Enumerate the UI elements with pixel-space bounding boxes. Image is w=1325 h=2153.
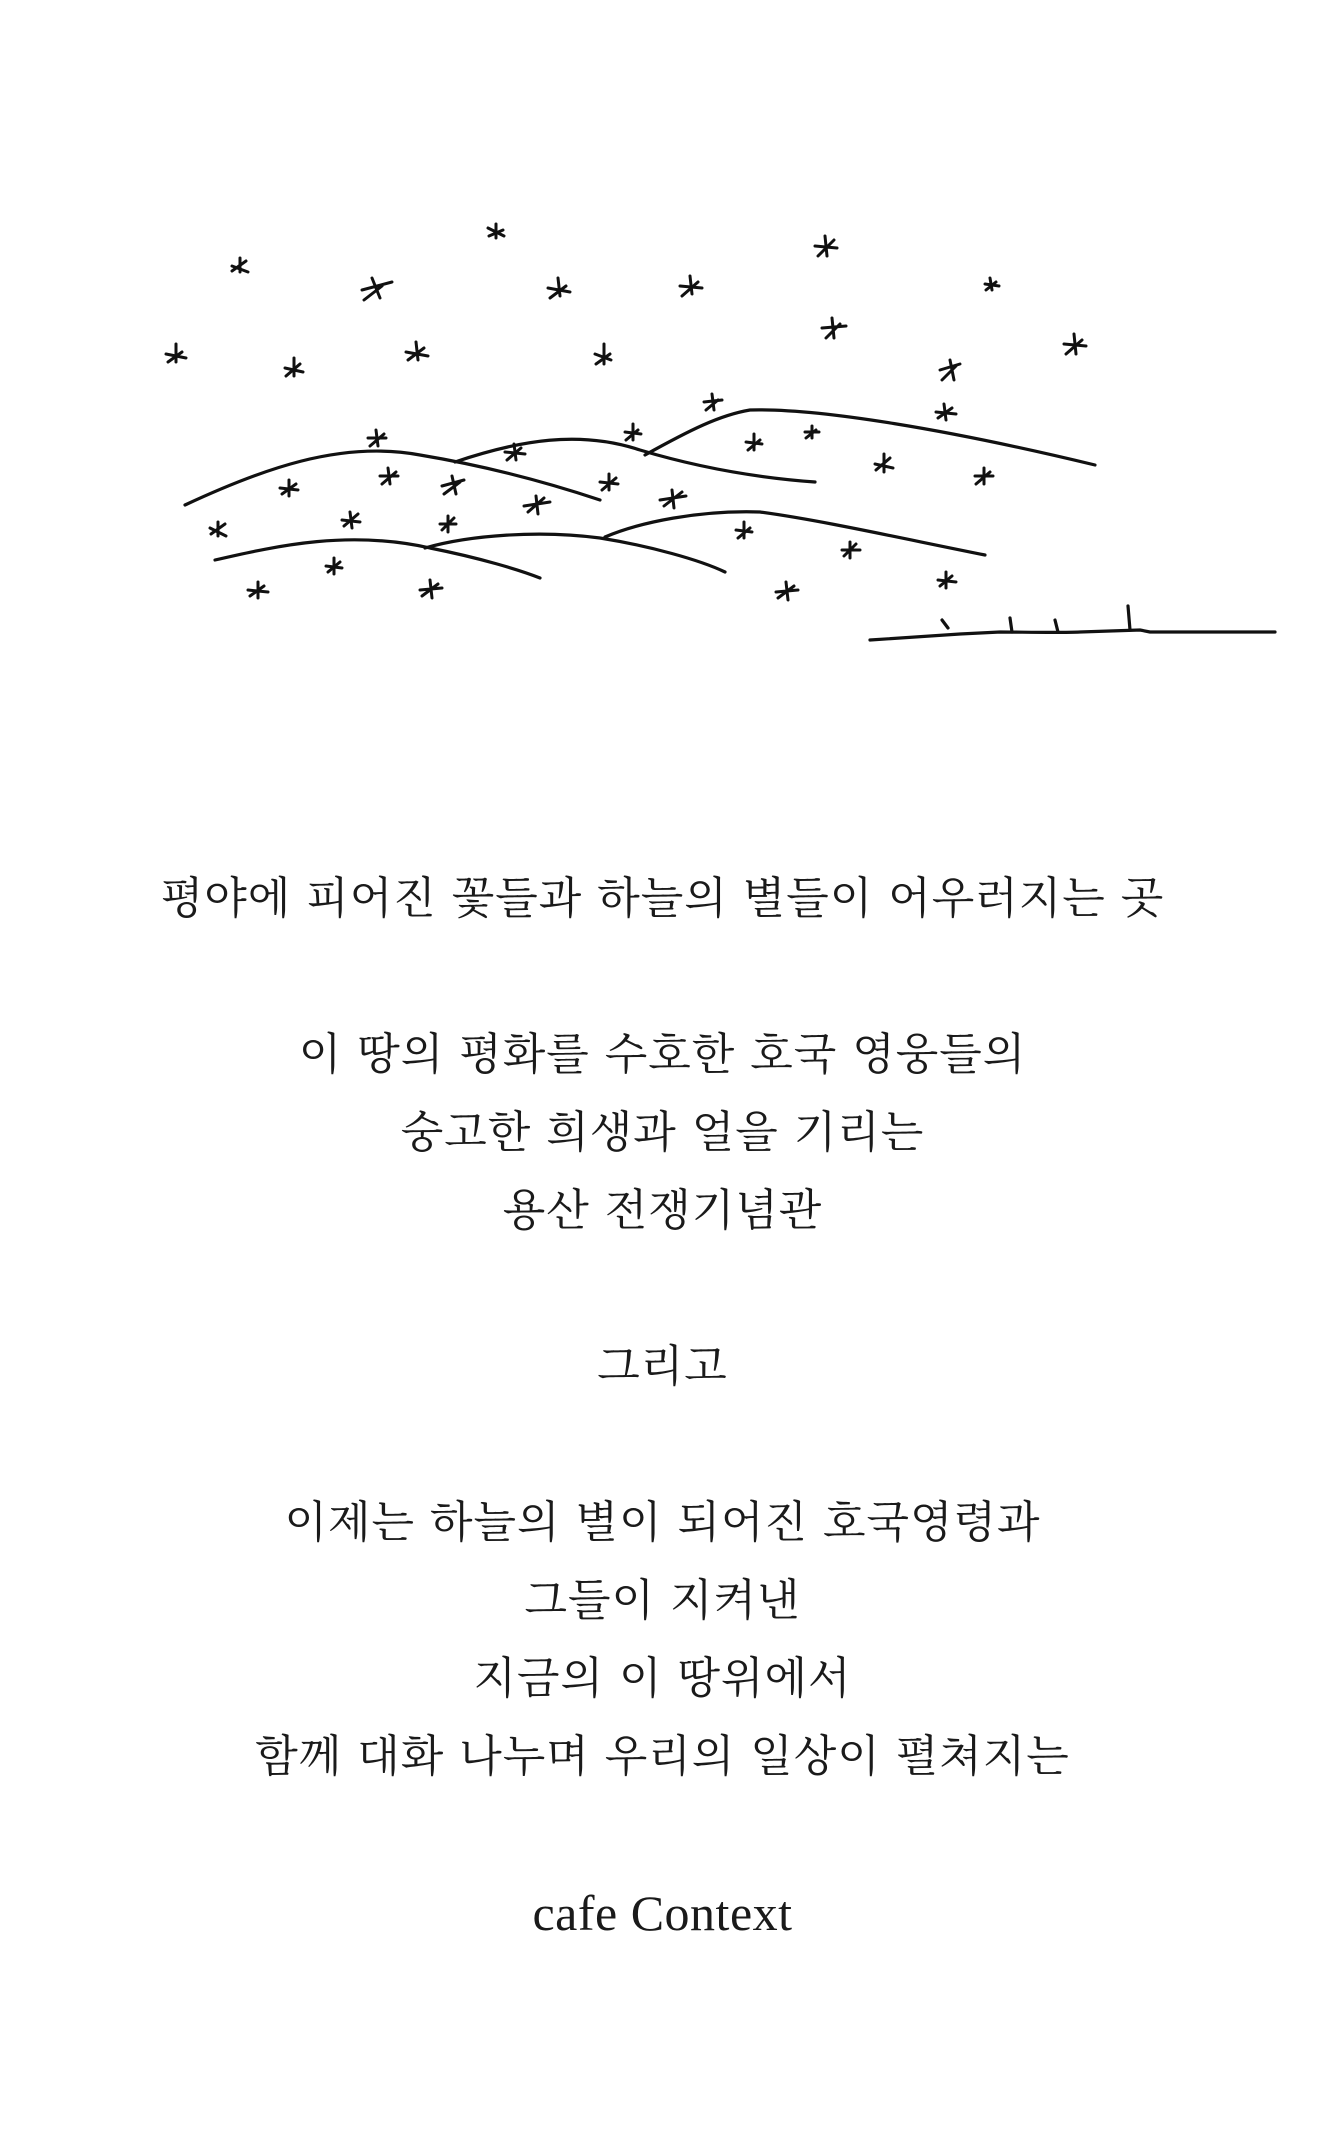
poem-line: 이제는 하늘의 별이 되어진 호국영령과 bbox=[284, 1497, 1041, 1548]
signature-mark bbox=[870, 630, 1275, 640]
star-icon bbox=[736, 522, 752, 538]
star-icon bbox=[746, 434, 762, 450]
star-icon bbox=[660, 490, 686, 508]
star-icon bbox=[822, 318, 846, 338]
star-icon bbox=[595, 344, 611, 364]
star-icon bbox=[680, 276, 702, 296]
poem-line: 그들이 지켜낸 bbox=[524, 1575, 801, 1626]
star-icon bbox=[842, 542, 860, 558]
poem-line: 숭고한 희생과 얼을 기리는 bbox=[400, 1107, 925, 1158]
poem bbox=[0, 860, 1325, 1952]
star-icon bbox=[210, 522, 226, 536]
star-icon bbox=[285, 358, 303, 376]
star-icon bbox=[166, 344, 186, 362]
star-icon bbox=[776, 582, 798, 600]
poem-line: 함께 대화 나누며 우리의 일상이 펼쳐지는 bbox=[255, 1731, 1070, 1782]
poem-line: 지금의 이 땅위에서 bbox=[473, 1653, 852, 1704]
stanza-gap bbox=[0, 938, 1325, 1016]
star-icon bbox=[1064, 334, 1086, 354]
hill-line bbox=[185, 451, 600, 505]
star-icon bbox=[440, 516, 456, 532]
poem-line: 평야에 피어진 꽃들과 하늘의 별들이 어우러지는 곳 bbox=[160, 873, 1165, 924]
star-icon bbox=[326, 558, 342, 574]
stanza-gap bbox=[0, 1796, 1325, 1874]
poem-line: 그리고 bbox=[597, 1341, 728, 1392]
star-icon bbox=[815, 236, 837, 256]
star-icon bbox=[232, 258, 248, 272]
star-icon bbox=[940, 360, 960, 380]
hill-line bbox=[215, 540, 540, 578]
star-icon bbox=[524, 496, 550, 514]
star-icon bbox=[985, 278, 999, 290]
star-icon bbox=[368, 430, 386, 446]
star-icon bbox=[362, 278, 392, 300]
hill-line bbox=[605, 512, 985, 555]
star-icon bbox=[380, 468, 398, 484]
star-icon bbox=[936, 404, 956, 420]
star-icon bbox=[548, 278, 570, 298]
star-icon bbox=[488, 224, 504, 238]
signature-mark bbox=[942, 606, 1130, 632]
hill-line bbox=[425, 534, 725, 572]
star-icon bbox=[938, 572, 956, 588]
star-icon bbox=[805, 426, 819, 438]
star-icon bbox=[406, 342, 428, 360]
star-icon bbox=[420, 580, 442, 598]
hill-line bbox=[455, 439, 815, 482]
star-icon bbox=[875, 454, 893, 472]
star-icon bbox=[625, 424, 641, 440]
star-icon bbox=[704, 394, 722, 410]
star-icon bbox=[342, 512, 360, 528]
cafe-name: cafe Context bbox=[532, 1885, 793, 1941]
poem-line: 용산 전쟁기념관 bbox=[502, 1185, 823, 1236]
hill-line bbox=[645, 410, 1095, 465]
poem-line: 이 땅의 평화를 수호한 호국 영웅들의 bbox=[298, 1029, 1027, 1080]
star-icon bbox=[975, 468, 993, 484]
star-icon bbox=[600, 474, 618, 490]
stanza-gap bbox=[0, 1250, 1325, 1328]
stanza-gap bbox=[0, 1406, 1325, 1484]
hills-and-stars-illustration bbox=[0, 0, 1325, 720]
star-icon bbox=[442, 476, 464, 494]
star-icon bbox=[280, 480, 298, 496]
star-icon bbox=[248, 582, 268, 598]
